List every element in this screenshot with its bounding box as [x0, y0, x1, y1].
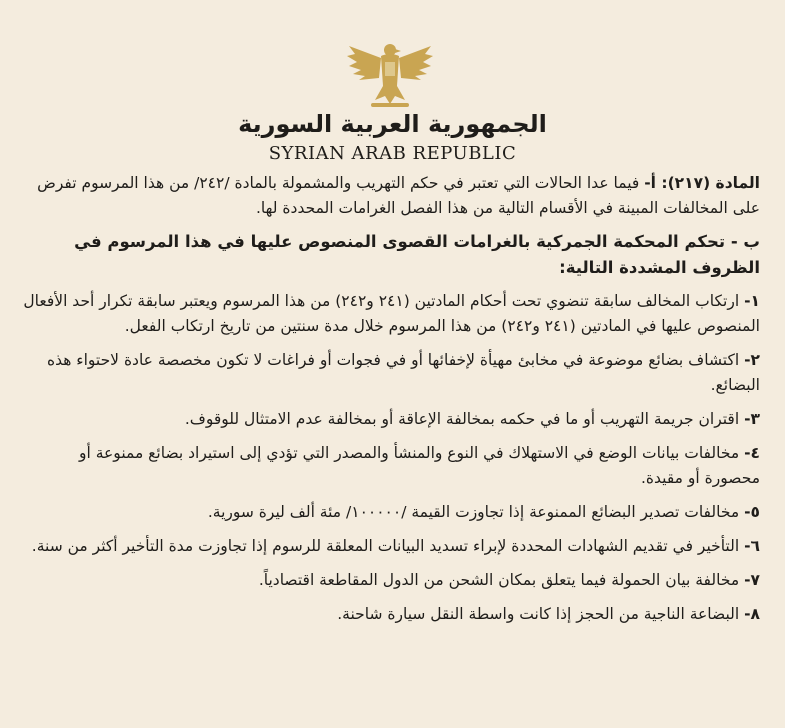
article-number: المادة (٢١٧): أ- — [644, 174, 760, 192]
list-item: ٥- مخالفات تصدير البضائع الممنوعة إذا تجاوزت القيمة /١٠٠٠٠٠/ مئة ألف ليرة سورية. — [207, 503, 760, 521]
country-title-arabic: الجمهورية العربية السورية — [238, 110, 547, 138]
list-item: ٦- التأخير في تقديم الشهادات المحددة لإبراء تسديد البيانات المعلقة للرسوم إذا تجاوزت مدة التأخير أكثر من سنة. — [31, 537, 760, 555]
document-body — [22, 171, 760, 636]
list-item: ٧- مخالفة بيان الحمولة فيما يتعلق بمكان الشحن من الدول المقاطعة اقتصادياً. — [258, 571, 760, 589]
list-item: ١- ارتكاب المخالف سابقة تنضوي تحت أحكام المادتين (٢٤١ و٢٤٢) من هذا المرسوم ويعتبر سابقة تكرار أحد الأفعال المنصوص عليها في المادتين (٢٤١ و٢٤٢) من هذا المرسوم خلال مدة سنتين من تاريخ ارتكاب الفعل. — [23, 292, 760, 335]
golden-eagle-emblem-icon — [345, 40, 435, 108]
article-intro — [22, 171, 760, 221]
list-item: ٨- البضاعة الناجية من الحجز إذا كانت واسطة النقل سيارة شاحنة. — [337, 605, 760, 623]
article-intro-text: فيما عدا الحالات التي تعتبر في حكم التهريب والمشمولة بالمادة /٢٤٢/ من هذا المرسوم تفرض على المخالفات المبينة في الأقسام التالية من هذا الفصل الغرامات المحددة لها. — [37, 174, 760, 217]
list-item: ٤- مخالفات بيانات الوضع في الاستهلاك في النوع والمنشأ والمصدر التي تؤدي إلى استيراد بضائع ممنوعة أو محصورة أو مقيدة. — [79, 444, 760, 487]
section-b-heading: ب - تحكم المحكمة الجمركية بالغرامات القصوى المنصوص عليها في هذا المرسوم في الظروف المشددة التالية: — [74, 232, 760, 277]
list-item: ٣- اقتران جريمة التهريب أو ما في حكمه بمخالفة الإعاقة أو بمخالفة عدم الامتثال للوقوف. — [184, 410, 760, 428]
country-title-english: SYRIAN ARAB REPUBLIC — [268, 143, 517, 164]
list-item: ٢- اكتشاف بضائع موضوعة في مخابئ مهيأة لإخفائها أو في فجوات أو فراغات لا تكون مخصصة عادة لاحتواء هذه البضائع. — [46, 351, 760, 394]
